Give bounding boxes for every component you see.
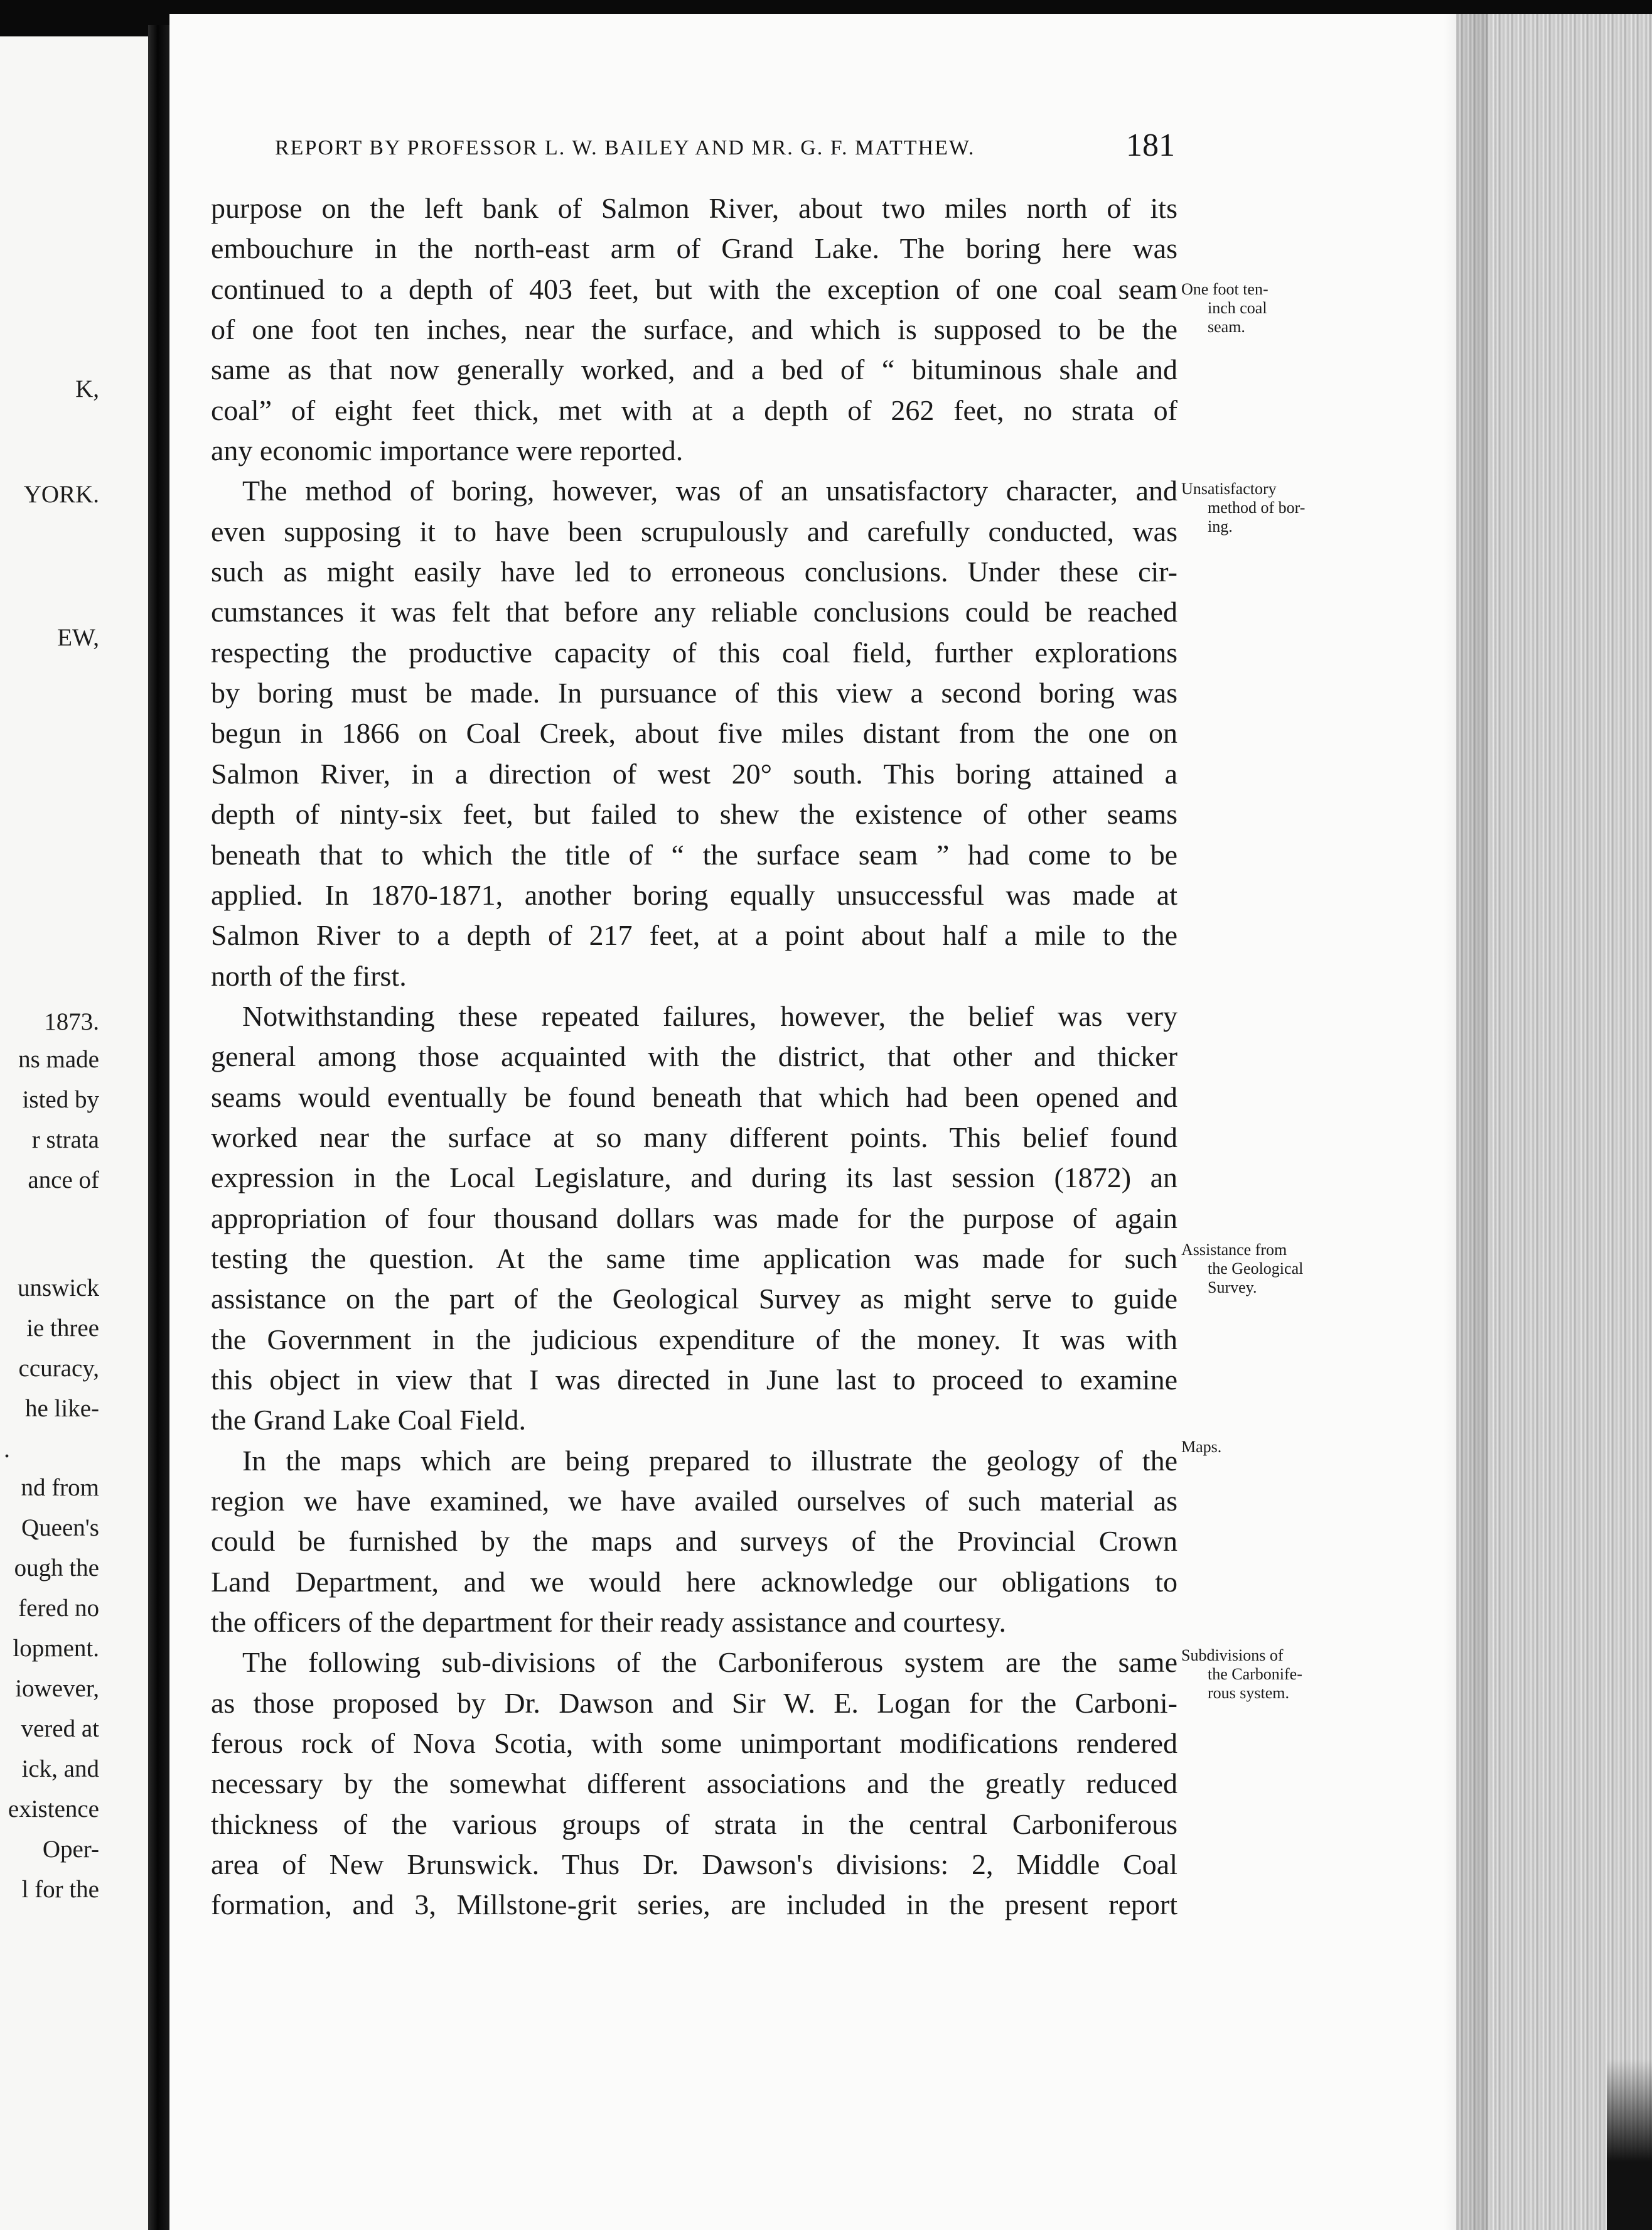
text-line: even supposing it to have been scrupulously and carefully conducted, was	[211, 515, 1177, 547]
text-line: worked near the surface at so many different points. This belief found	[211, 1121, 1177, 1153]
text-line: purpose on the left bank of Salmon River, about two miles north of its	[211, 192, 1177, 224]
left-page-line: iowever,	[15, 1675, 99, 1702]
text-line: Land Department, and we would here acknowledge our obligations to	[211, 1565, 1177, 1598]
left-page-line: Oper-	[42, 1836, 99, 1863]
text-line: general among those acquainted with the district, that other and thicker	[211, 1040, 1177, 1073]
left-page-line: ick, and	[21, 1755, 99, 1782]
left-page-line: ccuracy,	[18, 1355, 99, 1382]
side-note-line: ing.	[1208, 517, 1233, 536]
text-line: by boring must be made. In pursuance of this view a second boring was	[211, 677, 1177, 709]
text-line: embouchure in the north-east arm of Grand Lake. The boring here was	[211, 232, 1177, 265]
text-line: cumstances it was felt that before any reliable conclusions could be reached	[211, 596, 1177, 628]
text-line: Notwithstanding these repeated failures, however, the belief was very	[242, 999, 1177, 1032]
left-page-line: ough the	[14, 1554, 99, 1581]
text-line: The following sub-divisions of the Carboniferous system are the same	[242, 1646, 1177, 1679]
text-line: assistance on the part of the Geological Survey as might serve to guide	[211, 1283, 1177, 1315]
text-line: Salmon River, in a direction of west 20° south. This boring attained a	[211, 757, 1177, 790]
left-page-line: r strata	[31, 1126, 99, 1153]
left-page-line: EW,	[57, 624, 99, 651]
text-line: respecting the productive capacity of this coal field, further explorations	[211, 636, 1177, 669]
left-page-line: he like-	[24, 1395, 99, 1422]
scan-shadow	[1607, 2059, 1652, 2230]
left-page-line: existence	[8, 1796, 99, 1823]
side-note-line: Subdivisions of	[1181, 1646, 1284, 1664]
side-note	[1181, 1241, 1303, 1297]
side-note-line: Unsatisfactory	[1181, 480, 1277, 498]
left-page-line: K,	[75, 375, 99, 402]
text-line: In the maps which are being prepared to illustrate the geology of the	[242, 1444, 1177, 1477]
text-line: such as might easily have led to erroneous conclusions. Under these cir-	[211, 556, 1177, 588]
text-line: this object in view that I was directed in June last to proceed to examine	[211, 1363, 1177, 1396]
side-note-line: Survey.	[1208, 1278, 1257, 1296]
side-note-line: One foot ten-	[1181, 280, 1268, 298]
text-line: area of New Brunswick. Thus Dr. Dawson's divisions: 2, Middle Coal	[211, 1848, 1177, 1881]
left-page-line: 1873.	[44, 1008, 99, 1035]
text-line: testing the question. At the same time application was made for such	[211, 1242, 1177, 1274]
left-page-line: Queen's	[21, 1514, 99, 1541]
left-page-line: ance of	[28, 1166, 99, 1193]
text-line: coal” of eight feet thick, met with at a depth of 262 feet, no strata of	[211, 394, 1177, 426]
text-line: begun in 1866 on Coal Creek, about five miles distant from the one on	[211, 717, 1177, 750]
page-edge-shadow	[1444, 14, 1488, 2230]
left-page-line: isted by	[22, 1086, 99, 1113]
text-line: appropriation of four thousand dollars was made for the purpose of again	[211, 1202, 1177, 1234]
text-line: seams would eventually be found beneath that which had been opened and	[211, 1080, 1177, 1113]
left-page-line: nd from	[21, 1474, 99, 1501]
side-note-line: seam.	[1208, 318, 1245, 336]
left-page-line: lopment.	[13, 1635, 99, 1662]
left-page-mark: .	[4, 1435, 10, 1463]
text-line: same as that now generally worked, and a bed of “ bituminous shale and	[211, 353, 1177, 386]
page-number: 181	[1126, 127, 1175, 163]
text-line: the Government in the judicious expenditure of the money. It was with	[211, 1323, 1177, 1355]
text-line: ferous rock of Nova Scotia, with some unimportant modifications rendered	[211, 1727, 1177, 1760]
text-line: north of the first.	[211, 959, 407, 992]
text-line: of one foot ten inches, near the surface, and which is supposed to be the	[211, 313, 1177, 346]
side-note-line: method of bor-	[1208, 498, 1306, 517]
text-line: the officers of the department for their ready assistance and courtesy.	[211, 1606, 1007, 1639]
running-head	[275, 129, 1175, 164]
side-note	[1181, 1646, 1302, 1703]
left-page-line: YORK.	[23, 481, 99, 508]
text-line: the Grand Lake Coal Field.	[211, 1404, 527, 1436]
text-line: region we have examined, we have availed ourselves of such material as	[211, 1485, 1177, 1517]
text-line: Salmon River to a depth of 217 feet, at a point about half a mile to the	[211, 919, 1177, 952]
left-page-line: ns made	[18, 1046, 99, 1073]
side-note-line: inch coal	[1208, 299, 1267, 317]
text-line: could be furnished by the maps and surveys of the Provincial Crown	[211, 1525, 1177, 1558]
left-page-fragment	[0, 36, 148, 2230]
side-note	[1181, 280, 1268, 337]
text-line: formation, and 3, Millstone-grit series, are included in the present report	[211, 1888, 1177, 1921]
text-line: thickness of the various groups of strata in the central Carboniferous	[211, 1807, 1177, 1840]
text-line: The method of boring, however, was of an unsatisfactory character, and	[242, 475, 1177, 507]
side-note-line: the Carbonife-	[1208, 1665, 1302, 1683]
text-line: necessary by the somewhat different associations and the greatly reduced	[211, 1767, 1177, 1800]
text-line: as those proposed by Dr. Dawson and Sir W. E. Logan for the Carboni-	[211, 1686, 1177, 1719]
body-text	[211, 188, 1177, 1926]
running-head-title: REPORT BY PROFESSOR L. W. BAILEY AND MR. G. F. MATTHEW.	[275, 136, 975, 159]
text-line: continued to a depth of 403 feet, but with the exception of one coal seam	[211, 272, 1177, 305]
side-note	[1181, 1438, 1221, 1457]
text-line: depth of ninty-six feet, but failed to shew the existence of other seams	[211, 798, 1177, 831]
left-page-line: vered at	[21, 1715, 99, 1742]
left-page-line: unswick	[18, 1274, 99, 1301]
side-note	[1181, 480, 1305, 536]
text-line: expression in the Local Legislature, and during its last session (1872) an	[211, 1161, 1177, 1194]
text-line: any economic importance were reported.	[211, 434, 684, 467]
side-note-line: Assistance from	[1181, 1241, 1287, 1259]
left-page-line: ie three	[26, 1315, 99, 1342]
side-note-line: the Geological	[1208, 1259, 1304, 1278]
text-line: beneath that to which the title of “ the surface seam ” had come to be	[211, 838, 1177, 871]
side-note-line: rous system.	[1208, 1684, 1289, 1702]
left-page-line: l for the	[21, 1876, 99, 1903]
text-line: applied. In 1870-1871, another boring equally unsuccessful was made at	[211, 878, 1177, 911]
side-note-line: Maps.	[1181, 1438, 1222, 1456]
book-gutter	[148, 25, 169, 2230]
left-page-line: fered no	[18, 1595, 99, 1622]
